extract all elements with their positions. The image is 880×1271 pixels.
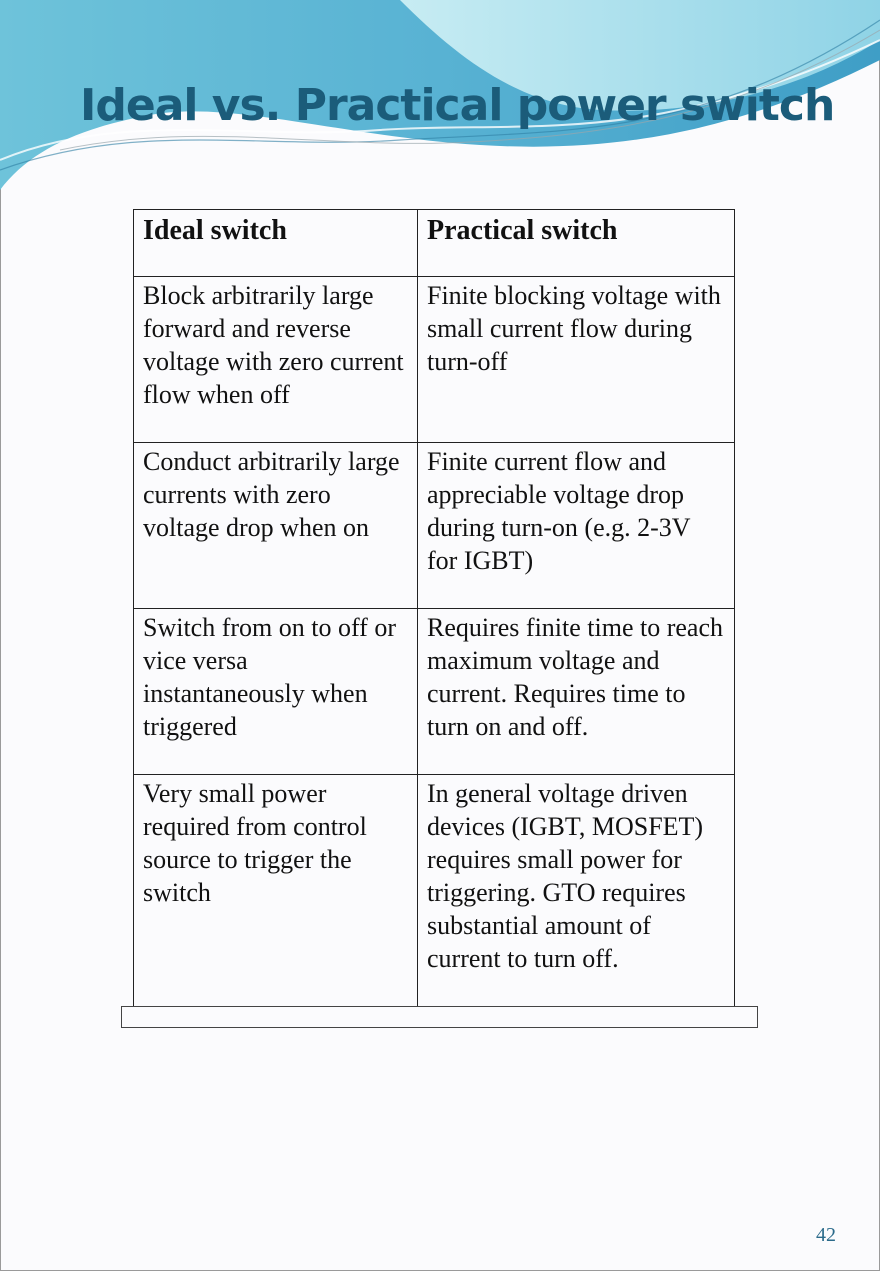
cell-ideal: Block arbitrarily large forward and reverse voltage with zero current flow when off	[134, 277, 418, 443]
cell-practical: Requires finite time to reach maximum voltage and current. Requires time to turn on and off.	[418, 609, 735, 775]
empty-table-row	[121, 1006, 758, 1028]
cell-practical: Finite current flow and appreciable voltage drop during turn-on (e.g. 2-3V for IGBT)	[418, 443, 735, 609]
cell-practical: In general voltage driven devices (IGBT, MOSFET) requires small power for triggering. GTO requires substantial amount of current to turn off.	[418, 775, 735, 1007]
table-row	[134, 609, 735, 775]
table-row	[134, 775, 735, 1007]
cell-ideal: Very small power required from control source to trigger the switch	[134, 775, 418, 1007]
page-number: 42	[816, 1224, 836, 1246]
header-ideal-switch: Ideal switch	[134, 210, 418, 277]
header-practical-switch: Practical switch	[418, 210, 735, 277]
cell-ideal: Conduct arbitrarily large currents with zero voltage drop when on	[134, 443, 418, 609]
table-header-row	[134, 210, 735, 277]
cell-ideal: Switch from on to off or vice versa instantaneously when triggered	[134, 609, 418, 775]
cell-practical: Finite blocking voltage with small current flow during turn-off	[418, 277, 735, 443]
table-row	[134, 277, 735, 443]
comparison-table	[133, 209, 735, 1007]
table-row	[134, 443, 735, 609]
slide-title: Ideal vs. Practical power switch	[80, 80, 835, 131]
